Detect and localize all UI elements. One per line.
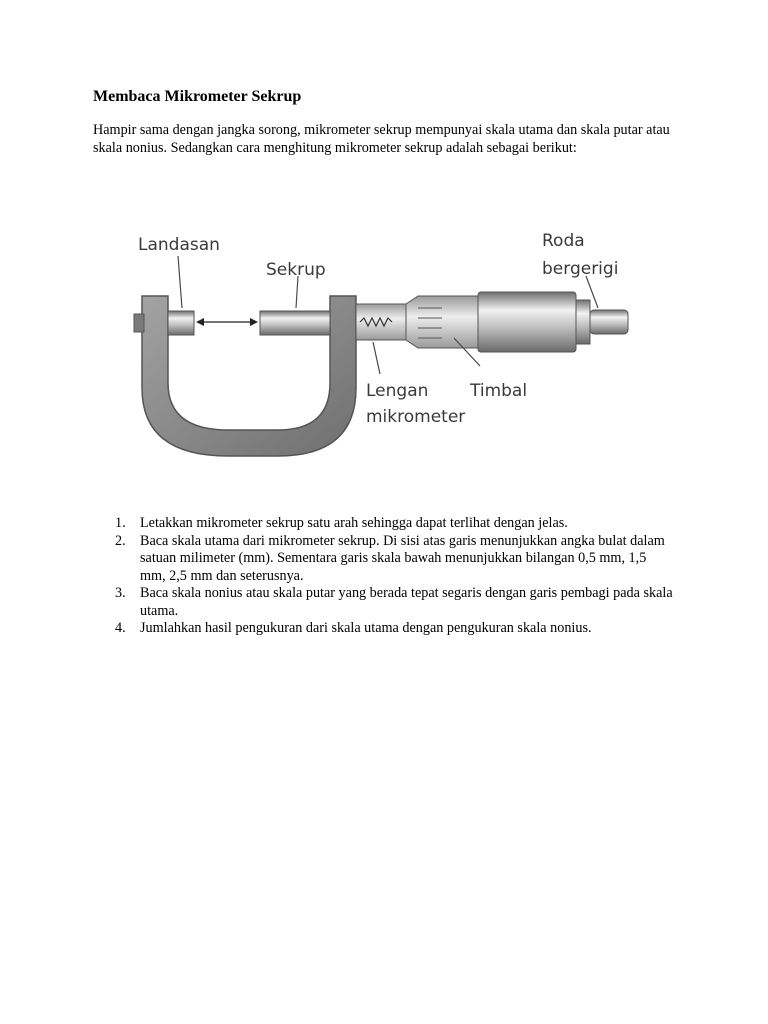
list-item-number: 3. — [115, 585, 126, 601]
list-item — [93, 515, 673, 533]
list-item-number: 2. — [115, 532, 126, 549]
spindle — [260, 311, 330, 335]
list-item-text: Baca skala utama dari mikrometer sekrup. Di sisi atas garis menunjukkan angka bulat dalam satuan milimeter (mm). Sementara garis skala bawah menunjukkan bilangan 0,5 mm, 1,5 mm, 2,5 mm dan seterusnya. — [140, 532, 665, 584]
sleeve — [356, 304, 406, 340]
intro-paragraph: Hampir sama dengan jangka sorong, mikrometer sekrup mempunyai skala utama dan skala putar atau skala nonius. Sedangkan cara menghitung mikrometer sekrup adalah sebagai berikut: — [93, 122, 670, 156]
label-sekrup: Sekrup — [266, 260, 326, 280]
list-item — [93, 620, 673, 638]
micrometer-figure — [118, 218, 638, 473]
list-item-text: Baca skala nonius atau skala putar yang berada tepat segaris dengan garis pembagi pada skala utama. — [140, 585, 673, 619]
thimble — [406, 296, 478, 348]
list-item-text: Jumlahkan hasil pengukuran dari skala utama dengan pengukuran skala nonius. — [140, 620, 592, 636]
label-roda-line2: bergerigi — [542, 259, 619, 279]
ratchet-body — [478, 292, 576, 352]
label-lengan-line1: Lengan — [366, 381, 429, 401]
steps-list — [93, 515, 673, 638]
list-item-number: 1. — [115, 515, 126, 531]
anvil-knob — [134, 314, 144, 332]
label-landasan: Landasan — [138, 235, 220, 255]
anvil — [168, 311, 194, 335]
list-item — [93, 533, 673, 586]
list-item-number: 4. — [115, 620, 126, 636]
ratchet-knob — [590, 310, 628, 334]
label-timbal: Timbal — [470, 381, 528, 401]
list-item — [93, 585, 673, 620]
label-roda-line1: Roda — [542, 231, 585, 251]
page-title: Membaca Mikrometer Sekrup — [93, 88, 302, 105]
label-lengan-line2: mikrometer — [366, 407, 466, 427]
list-item-text: Letakkan mikrometer sekrup satu arah sehingga dapat terlihat dengan jelas. — [140, 515, 568, 531]
micrometer-illustration — [118, 218, 638, 473]
